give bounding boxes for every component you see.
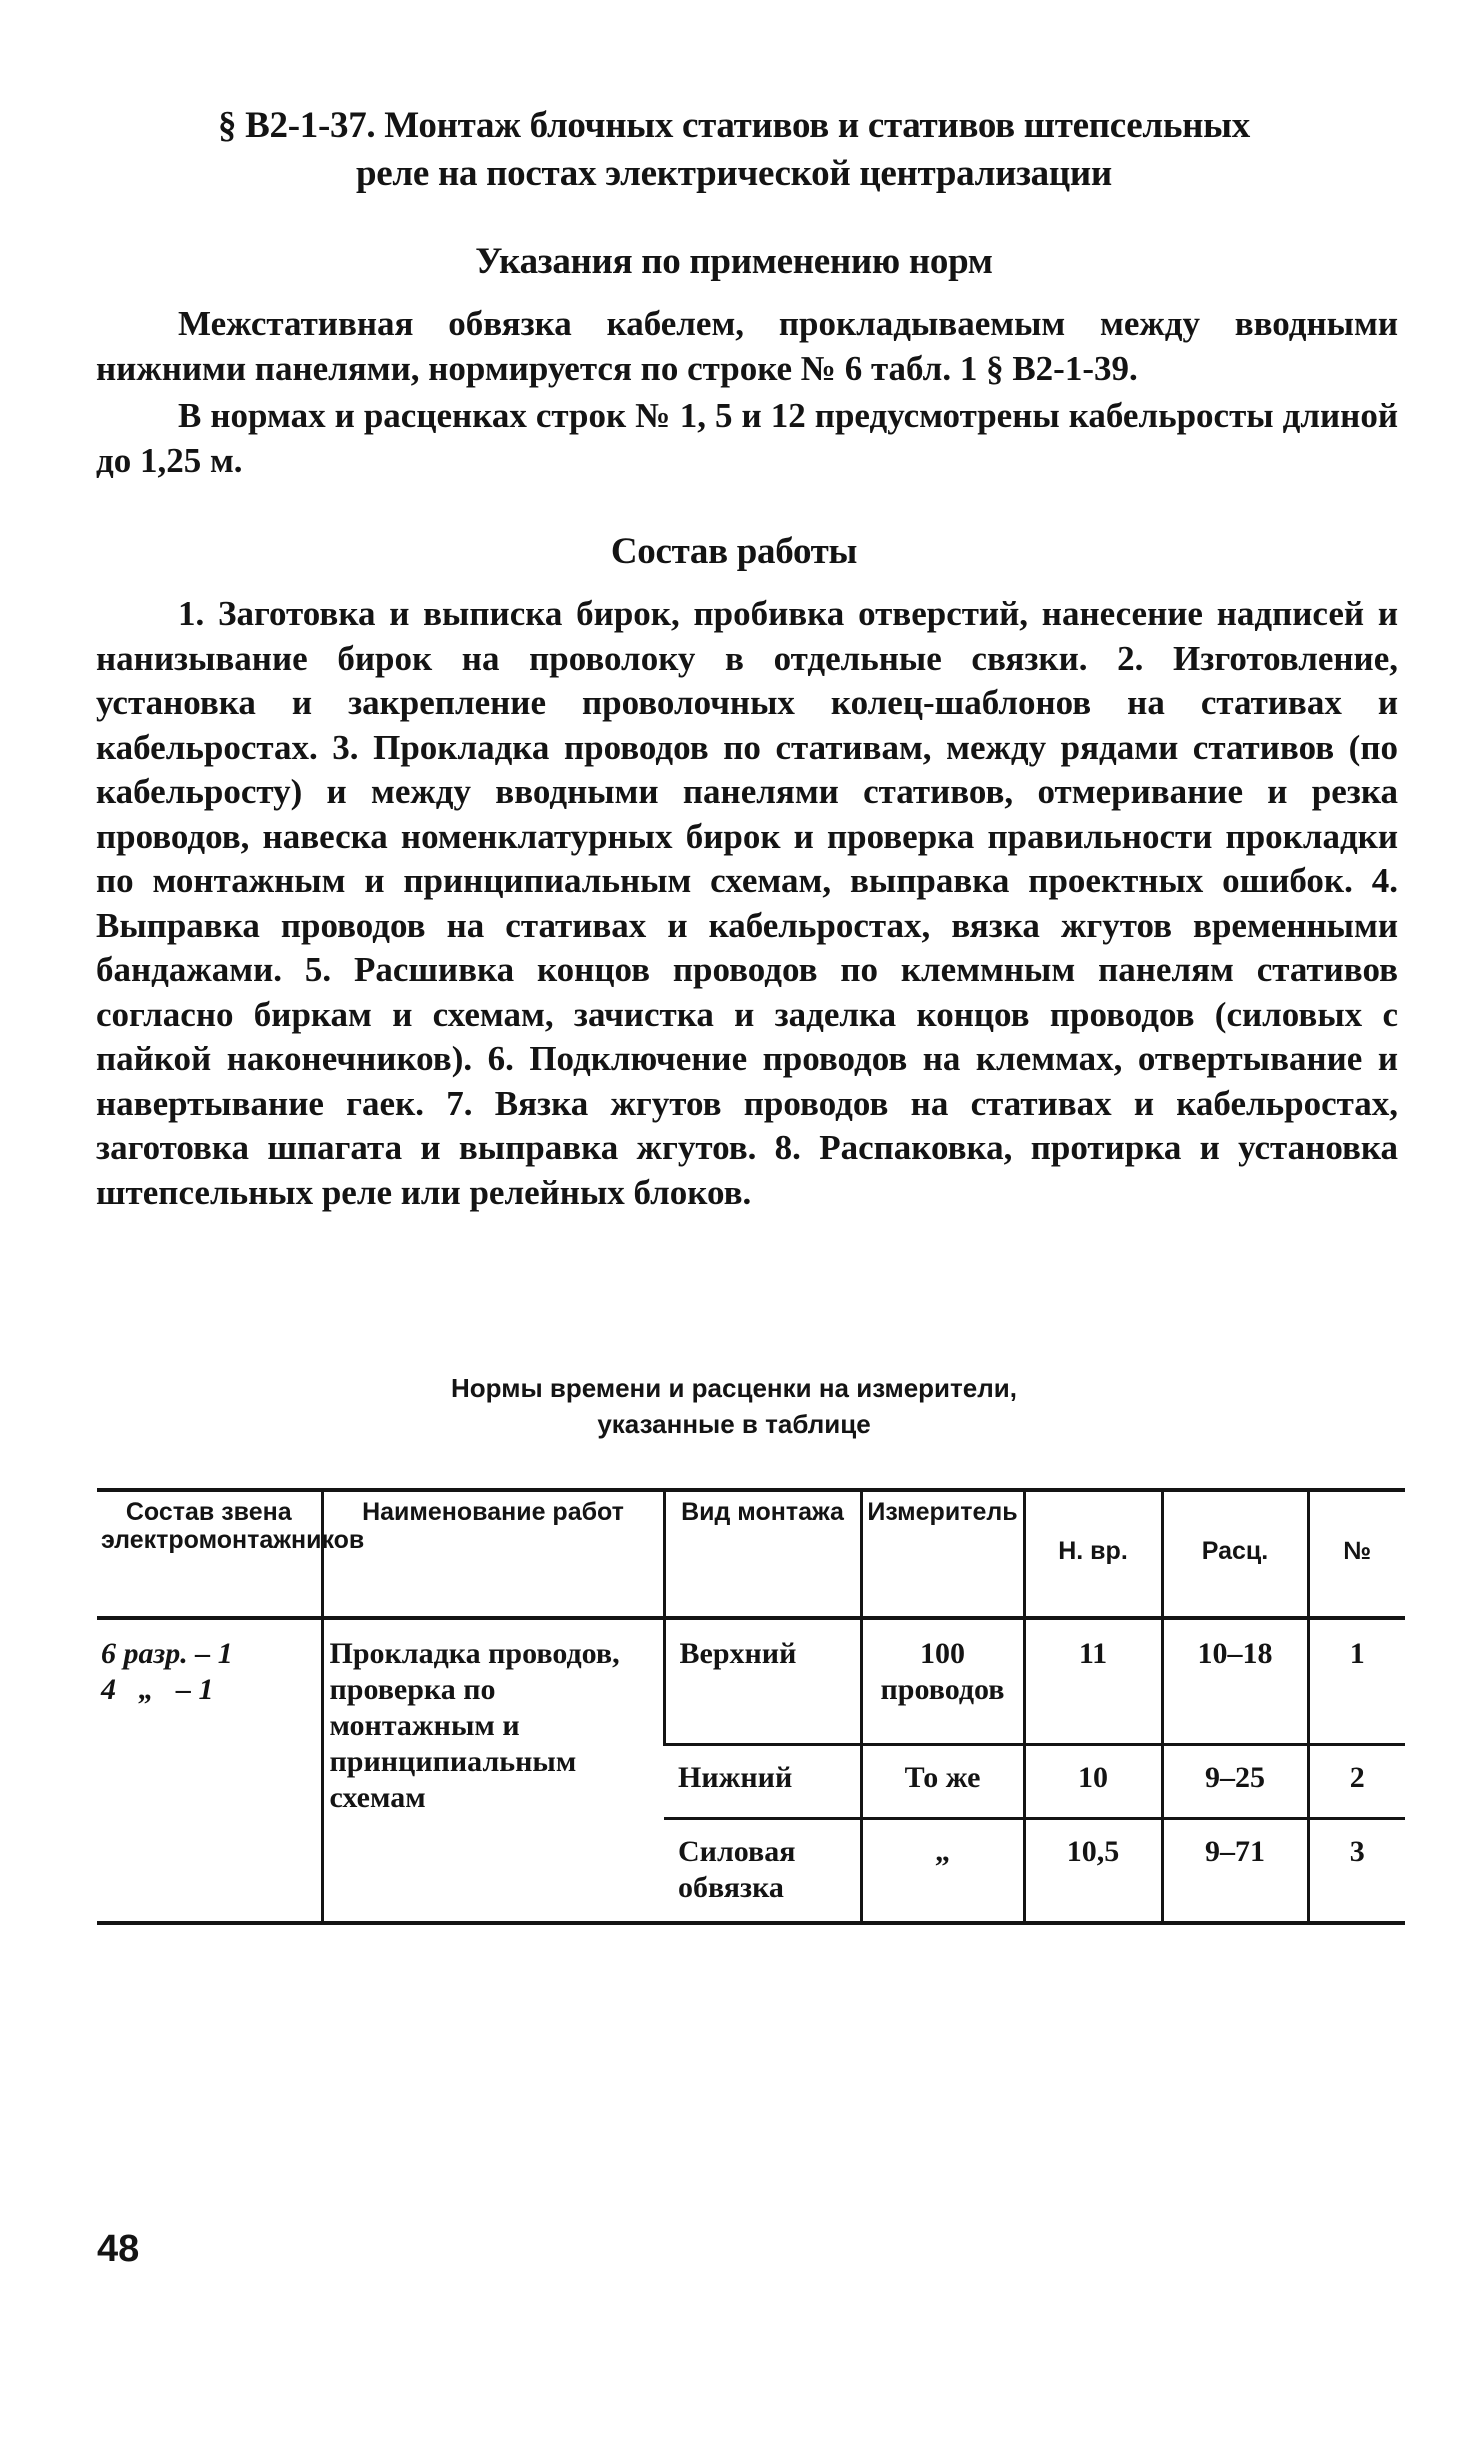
rate-cell: 9–71 (1162, 1819, 1308, 1924)
crew-line-1: 6 разр. – 1 (101, 1637, 233, 1670)
header-norm: Н. вр. (1024, 1490, 1162, 1618)
norms-table (97, 1488, 1405, 1925)
instructions-paragraph-1: Межстативная обвязка кабелем, прокладываемым между вводными нижними панелями, нормируется по строке № 6 табл. 1 § В2-1-39. (96, 304, 1398, 388)
work-name-cell: Прокладка проводов, проверка по монтажным и принципиальным схемам (322, 1618, 664, 1923)
table-caption (300, 1370, 1168, 1442)
header-work: Наименование работ (322, 1490, 664, 1618)
work-composition-text: 1. Заготовка и выписка бирок, пробивка отверстий, нанесение надписей и нанизывание бирок на проволоку в отдельные связки. 2. Изготовление, установка и закрепление проволочных колец-шаблонов на стативах и кабельростах. 3. Прокладка проводов по стативам, между рядами стативов (по кабельросту) и между вводными панелями стативов, отмеривание и резка проводов, навеска номенклатурных бирок и проверка правильности прокладки по монтажным и принципиальным схемам, выправка проектных ошибок. 4. Выправка проводов на стативах и кабельростах, вязка жгутов временными бандажами. 5. Расшивка концов проводов по клеммным панелям стативов согласно биркам и схемам, зачистка и заделка концов проводов (силовых с пайкой наконечников). 6. Подключение проводов на клеммах, отвертывание и навертывание гаек. 7. Вязка жгутов проводов на стативах и кабельростах, заготовка шпагата и выправка жгутов. 8. Распаковка, протирка и установка штепсельных реле или релейных блоков. (96, 594, 1398, 1212)
header-crew: Состав звена электромонтажников (97, 1490, 322, 1618)
header-unit: Измеритель (861, 1490, 1024, 1618)
work-composition-heading: Состав работы (610, 531, 858, 572)
row-number-cell: 1 (1308, 1618, 1405, 1745)
table-header-row (97, 1490, 1405, 1618)
norm-cell: 10,5 (1024, 1819, 1162, 1924)
table-row (97, 1618, 1405, 1745)
unit-cell: То же (861, 1745, 1024, 1819)
header-rate: Расц. (1162, 1490, 1308, 1618)
unit-cell: 100 проводов (861, 1618, 1024, 1745)
row-number-cell: 2 (1308, 1745, 1405, 1819)
mount-type-cell: Нижний (664, 1745, 861, 1819)
rate-cell: 10–18 (1162, 1618, 1308, 1745)
unit-cell: „ (861, 1819, 1024, 1924)
header-num: № (1308, 1490, 1405, 1618)
instructions-heading: Указания по применению норм (475, 241, 993, 282)
header-mount: Вид монтажа (664, 1490, 861, 1618)
section-title-line-1: § В2-1-37. Монтаж блочных стативов и стативов штепсельных (218, 105, 1250, 146)
mount-type-cell: Силовая обвязка (664, 1819, 861, 1924)
crew-line-2: 4 „ – 1 (101, 1673, 214, 1706)
row-number-cell: 3 (1308, 1819, 1405, 1924)
table-caption-line-2: указанные в таблице (597, 1409, 871, 1439)
section-title (100, 102, 1368, 198)
crew-cell (97, 1618, 322, 1923)
rate-cell: 9–25 (1162, 1745, 1308, 1819)
table-caption-line-1: Нормы времени и расценки на измерители, (451, 1373, 1017, 1403)
page-number: 48 (97, 2228, 140, 2270)
section-title-line-2: реле на постах электрической централизации (356, 153, 1112, 194)
mount-type-cell: Верхний (664, 1618, 861, 1745)
norm-cell: 11 (1024, 1618, 1162, 1745)
norm-cell: 10 (1024, 1745, 1162, 1819)
instructions-paragraph-2: В нормах и расценках строк № 1, 5 и 12 предусмотрены кабельросты длиной до 1,25 м. (96, 396, 1398, 480)
